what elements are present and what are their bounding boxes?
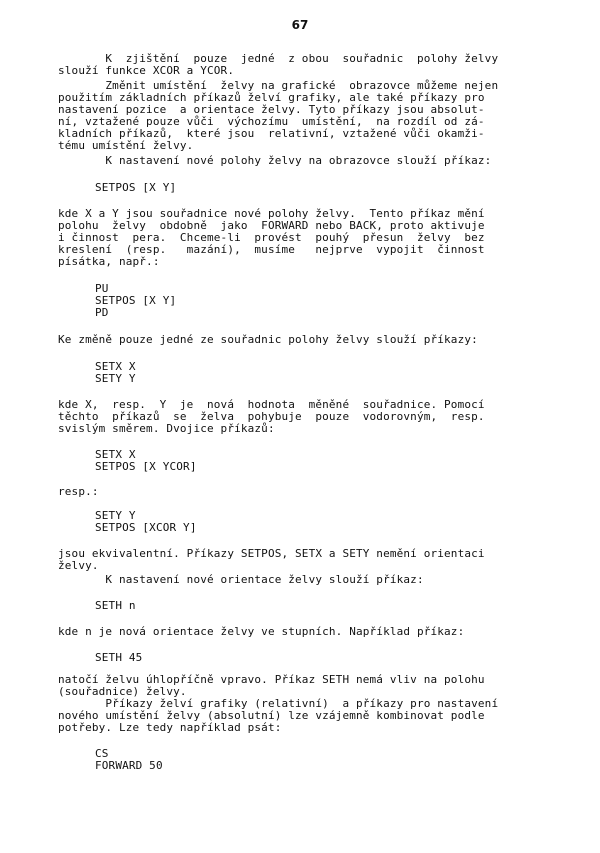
code-line: FORWARD 50 [95,759,163,772]
text-line: K zjištění pouze jedné z obou souřadnic polohy želvy [58,52,499,65]
text-line: želvy. [58,559,99,572]
code-line: SETPOS [X Y] [95,294,177,307]
code-line: PD [95,306,109,319]
text-line: kde X, resp. Y je nová hodnota měněné souřadnice. Pomocí [58,398,485,411]
code-line: SETPOS [X Y] [95,181,177,194]
text-line: písátka, např.: [58,255,160,268]
text-line: kde X a Y jsou souřadnice nové polohy želvy. Tento příkaz mění [58,207,485,220]
text-line: Ke změně pouze jedné ze souřadnic polohy želvy slouží příkazy: [58,333,478,346]
page-number: 67 [291,18,309,32]
code-line: SETY Y [95,509,136,522]
code-line: SETX X [95,448,136,461]
code-line: SETPOS [XCOR Y] [95,521,197,534]
text-line: slouží funkce XCOR a YCOR. [58,64,235,77]
text-line: Změnit umístění želvy na grafické obrazovce můžeme nejen [58,79,499,92]
code-line: SETX X [95,360,136,373]
text-line: K nastavení nové polohy želvy na obrazovce slouží příkaz: [58,154,492,167]
text-line: ní, vztažené pouze vůči výchozímu umístění, na rozdíl od zá- [58,115,485,128]
text-line: tému umístění želvy. [58,139,194,152]
text-line: K nastavení nové orientace želvy slouží příkaz: [58,573,424,586]
code-line: SETY Y [95,372,136,385]
code-line: PU [95,282,109,295]
text-line: potřeby. Lze tedy například psát: [58,721,282,734]
code-line: SETH n [95,599,136,612]
code-line: CS [95,747,109,760]
text-line: použitím základních příkazů želví grafiky, ale také příkazy pro [58,91,485,104]
text-line: jsou ekvivalentní. Příkazy SETPOS, SETX a SETY nemění orientaci [58,547,485,560]
text-line: kreslení (resp. mazání), musíme nejprve vypojit činnost [58,243,485,256]
text-line: polohu želvy obdobně jako FORWARD nebo BACK, proto aktivuje [58,219,485,232]
text-line: kladních příkazů, které jsou relativní, vztažené vůči okamži- [58,127,485,140]
text-line: (souřadnice) želvy. [58,685,187,698]
text-line: nového umístění želvy (absolutní) lze vzájemně kombinovat podle [58,709,485,722]
text-line: natočí želvu úhlopříčně vpravo. Příkaz SETH nemá vliv na polohu [58,673,485,686]
text-line: nastavení pozice a orientace želvy. Tyto příkazy jsou absolut- [58,103,485,116]
text-line: kde n je nová orientace želvy ve stupních. Například příkaz: [58,625,465,638]
text-line: těchto příkazů se želva pohybuje pouze vodorovným, resp. [58,410,485,423]
text-line: resp.: [58,485,99,498]
code-line: SETH 45 [95,651,143,664]
code-line: SETPOS [X YCOR] [95,460,197,473]
text-line: i činnost pera. Chceme-li provést pouhý přesun želvy bez [58,231,485,244]
text-line: svislým směrem. Dvojice příkazů: [58,422,275,435]
text-line: Příkazy želví grafiky (relativní) a příkazy pro nastavení [58,697,499,710]
